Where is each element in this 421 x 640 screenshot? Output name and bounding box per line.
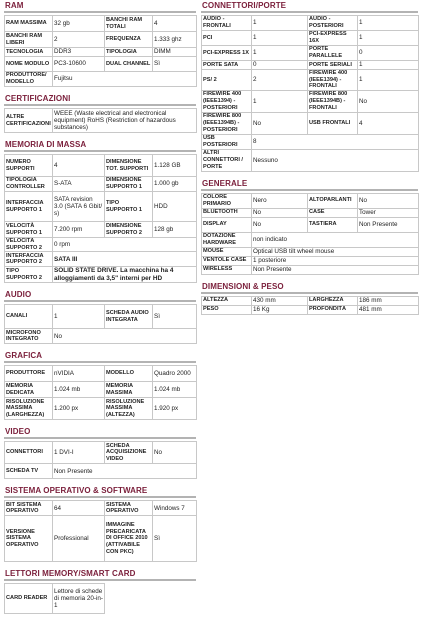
spec-value: No bbox=[358, 90, 419, 112]
spec-row bbox=[5, 501, 197, 516]
spec-value: 16 Kg bbox=[252, 305, 308, 314]
spec-row bbox=[5, 192, 197, 222]
spec-label: ALTEZZA bbox=[202, 296, 252, 305]
spec-row bbox=[202, 247, 419, 256]
spec-row bbox=[5, 16, 197, 32]
spec-value: No bbox=[153, 442, 197, 464]
spec-label: PORTE SATA bbox=[202, 61, 252, 70]
spec-value: 1 bbox=[252, 46, 308, 61]
spec-label: USB FRONTALI bbox=[308, 112, 358, 134]
spec-label: DIMENSIONE TOT. SUPPORTI bbox=[105, 155, 153, 177]
spec-value: S-ATA bbox=[53, 177, 105, 192]
spec-row bbox=[202, 265, 419, 274]
spec-row bbox=[5, 329, 197, 344]
spec-label: MEMORIA MASSIMA bbox=[105, 382, 153, 398]
spec-value: No bbox=[252, 217, 308, 232]
spec-value: DIMM bbox=[153, 48, 197, 57]
spec-row bbox=[5, 366, 197, 382]
spec-label: VELOCITÀ SUPPORTO 2 bbox=[5, 238, 53, 252]
spec-value: WEEE (Waste electrical and electronical equipment) RoHS (Restriction of hazardous substances) bbox=[53, 109, 197, 133]
spec-value: Quadro 2000 bbox=[153, 366, 197, 382]
spec-value: 1.024 mb bbox=[153, 382, 197, 398]
spec-value: Non Presente bbox=[53, 464, 197, 479]
section-certificazioni bbox=[4, 93, 196, 133]
spec-label: PRODUTTORE bbox=[5, 366, 53, 382]
spec-value: 0 bbox=[358, 46, 419, 61]
spec-label: ALTRE CERTIFICAZIONI bbox=[5, 109, 53, 133]
spec-row bbox=[5, 516, 197, 562]
spec-value: Sì bbox=[153, 516, 197, 562]
spec-label: IMMAGINE PRECARICATA DI OFFICE 2010 (ATTIVABILE CON PKC) bbox=[105, 516, 153, 562]
spec-row bbox=[5, 48, 197, 57]
section-title: VIDEO bbox=[4, 426, 196, 439]
section-title: AUDIO bbox=[4, 289, 196, 302]
spec-label: DIMENSIONE SUPPORTO 1 bbox=[105, 177, 153, 192]
spec-label: ALTRI CONNETTORI / PORTE bbox=[202, 149, 252, 171]
section-generale bbox=[201, 178, 418, 275]
spec-row bbox=[202, 90, 419, 112]
spec-label: PRODUTTORE/ MODELLO bbox=[5, 72, 53, 87]
spec-value: 1 DVI-I bbox=[53, 442, 105, 464]
spec-table bbox=[4, 441, 197, 479]
spec-value: 1.333 ghz bbox=[153, 32, 197, 48]
spec-value: Non Presente bbox=[358, 217, 419, 232]
spec-label: DISPLAY bbox=[202, 217, 252, 232]
spec-row bbox=[202, 193, 419, 208]
section-title: CERTIFICAZIONI bbox=[4, 93, 196, 106]
spec-row bbox=[5, 398, 197, 420]
spec-label: RAM MASSIMA bbox=[5, 16, 53, 32]
spec-label: BANCHI RAM LIBERI bbox=[5, 32, 53, 48]
spec-label: CANALI bbox=[5, 305, 53, 329]
spec-label: FIREWIRE 800 (IEEE1394B) - POSTERIORI bbox=[202, 112, 252, 134]
spec-row bbox=[202, 232, 419, 247]
spec-row bbox=[202, 61, 419, 70]
spec-label: WIRELESS bbox=[202, 265, 252, 274]
spec-label: INTERFACCIA SUPPORTO 1 bbox=[5, 192, 53, 222]
spec-row bbox=[5, 238, 197, 252]
spec-value: Windows 7 bbox=[153, 501, 197, 516]
spec-row bbox=[202, 149, 419, 171]
spec-row bbox=[5, 57, 197, 72]
spec-value: 1.200 px bbox=[53, 398, 105, 420]
spec-value: No bbox=[53, 329, 197, 344]
spec-row bbox=[5, 305, 197, 329]
spec-row bbox=[202, 70, 419, 91]
spec-label: MICROFONO INTEGRATO bbox=[5, 329, 53, 344]
left-column bbox=[4, 0, 196, 620]
spec-row bbox=[202, 256, 419, 265]
spec-value: Professional bbox=[53, 516, 105, 562]
spec-value: 481 mm bbox=[358, 305, 419, 314]
spec-value: Optical USB tilt wheel mouse bbox=[252, 247, 419, 256]
spec-row bbox=[202, 296, 419, 305]
spec-value: Non Presente bbox=[252, 265, 419, 274]
spec-label: PCI bbox=[202, 31, 252, 46]
spec-value: SATA revision 3.0 (SATA 6 Gbit/ s) bbox=[53, 192, 105, 222]
spec-value: 4 bbox=[53, 155, 105, 177]
right-column bbox=[201, 0, 418, 321]
spec-label: DUAL CHANNEL bbox=[105, 57, 153, 72]
spec-label: VERSIONE SISTEMA OPERATIVO bbox=[5, 516, 53, 562]
spec-label: TECNOLOGIA bbox=[5, 48, 53, 57]
spec-value: 1 bbox=[53, 305, 105, 329]
spec-value: non indicato bbox=[252, 232, 419, 247]
spec-label: MODELLO bbox=[105, 366, 153, 382]
spec-value: 8 bbox=[252, 134, 419, 149]
spec-value: PC3-10600 bbox=[53, 57, 105, 72]
spec-label: CASE bbox=[308, 208, 358, 217]
spec-value: HDD bbox=[153, 192, 197, 222]
section-title: CONNETTORI/PORTE bbox=[201, 0, 418, 13]
spec-value: SATA III bbox=[53, 252, 197, 267]
spec-label: TIPO SUPPORTO 1 bbox=[105, 192, 153, 222]
spec-value: SOLID STATE DRIVE. La macchina ha 4 alloggiamenti da 3,5" interni per HD bbox=[53, 267, 197, 283]
spec-row bbox=[202, 112, 419, 134]
spec-value: No bbox=[252, 112, 308, 134]
spec-label: PCI-EXPRESS 16X bbox=[308, 31, 358, 46]
spec-label: CARD READER bbox=[5, 584, 53, 614]
section-title: DIMENSIONI & PESO bbox=[201, 281, 418, 294]
spec-row bbox=[202, 305, 419, 314]
spec-label: FIREWIRE 800 (IEEE1394B) - FRONTALI bbox=[308, 90, 358, 112]
spec-table bbox=[4, 304, 197, 344]
spec-value: 2 bbox=[252, 70, 308, 91]
spec-row bbox=[5, 72, 197, 87]
spec-table bbox=[4, 500, 197, 562]
spec-label: NUMERO SUPPORTI bbox=[5, 155, 53, 177]
section-title: LETTORI MEMORY/SMART CARD bbox=[4, 568, 196, 581]
spec-row bbox=[5, 32, 197, 48]
section-title: GENERALE bbox=[201, 178, 418, 191]
spec-label: PS/ 2 bbox=[202, 70, 252, 91]
spec-value: 64 bbox=[53, 501, 105, 516]
spec-row bbox=[5, 109, 197, 133]
section-audio bbox=[4, 289, 196, 344]
spec-row bbox=[202, 46, 419, 61]
spec-value: Sì bbox=[153, 57, 197, 72]
spec-table bbox=[4, 108, 197, 133]
spec-table bbox=[201, 296, 419, 315]
spec-label: FIREWIRE 400 (IEEE1394) - POSTERIORI bbox=[202, 90, 252, 112]
spec-label: COLORE PRIMARIO bbox=[202, 193, 252, 208]
spec-value: 1 posteriore bbox=[252, 256, 419, 265]
spec-value: 32 gb bbox=[53, 16, 105, 32]
spec-value: Tower bbox=[358, 208, 419, 217]
section-video bbox=[4, 426, 196, 479]
section-connettori bbox=[201, 0, 418, 172]
spec-label: TIPOLOGIA CONTROLLER bbox=[5, 177, 53, 192]
spec-label: TASTIERA bbox=[308, 217, 358, 232]
spec-row bbox=[5, 442, 197, 464]
spec-value: 430 mm bbox=[252, 296, 308, 305]
spec-label: FREQUENZA bbox=[105, 32, 153, 48]
spec-value: 4 bbox=[153, 16, 197, 32]
spec-row bbox=[202, 134, 419, 149]
section-title: RAM bbox=[4, 0, 196, 13]
spec-label: PESO bbox=[202, 305, 252, 314]
spec-label: AUDIO - FRONTALI bbox=[202, 16, 252, 31]
spec-label: CONNETTORI bbox=[5, 442, 53, 464]
spec-value: 0 rpm bbox=[53, 238, 197, 252]
spec-label: RISOLUZIONE MASSIMA (ALTEZZA) bbox=[105, 398, 153, 420]
spec-label: PORTE PARALLELE bbox=[308, 46, 358, 61]
spec-row bbox=[5, 267, 197, 283]
spec-value: Nessuno bbox=[252, 149, 419, 171]
spec-value: 4 bbox=[358, 112, 419, 134]
spec-value: 1 bbox=[358, 16, 419, 31]
spec-label: VENTOLE CASE bbox=[202, 256, 252, 265]
spec-value: Sì bbox=[153, 305, 197, 329]
spec-row bbox=[5, 177, 197, 192]
spec-value: 1.000 gb bbox=[153, 177, 197, 192]
spec-label: BANCHI RAM TOTALI bbox=[105, 16, 153, 32]
spec-label: ALTOPARLANTI bbox=[308, 193, 358, 208]
spec-value: Nero bbox=[252, 193, 308, 208]
spec-value: 1 bbox=[358, 61, 419, 70]
spec-label: TIPO SUPPORTO 2 bbox=[5, 267, 53, 283]
spec-table bbox=[201, 15, 419, 172]
section-dimensioni bbox=[201, 281, 418, 315]
spec-row bbox=[202, 16, 419, 31]
spec-value: No bbox=[358, 193, 419, 208]
section-title: SISTEMA OPERATIVO & SOFTWARE bbox=[4, 485, 196, 498]
spec-label: DIMENSIONE SUPPORTO 2 bbox=[105, 222, 153, 238]
spec-value: 186 mm bbox=[358, 296, 419, 305]
spec-value: DDR3 bbox=[53, 48, 105, 57]
spec-label: PCI-EXPRESS 1X bbox=[202, 46, 252, 61]
spec-row bbox=[5, 584, 105, 614]
spec-value: 128 gb bbox=[153, 222, 197, 238]
spec-value: 1.128 GB bbox=[153, 155, 197, 177]
spec-label: SCHEDA ACQUISIZIONE VIDEO bbox=[105, 442, 153, 464]
spec-label: SCHEDA AUDIO INTEGRATA bbox=[105, 305, 153, 329]
spec-label: RISOLUZIONE MASSIMA (LARGHEZZA) bbox=[5, 398, 53, 420]
section-title: MEMORIA DI MASSA bbox=[4, 139, 196, 152]
spec-table bbox=[4, 154, 197, 283]
spec-label: SISTEMA OPERATIVO bbox=[105, 501, 153, 516]
spec-row bbox=[5, 382, 197, 398]
spec-table bbox=[201, 193, 419, 275]
section-ram bbox=[4, 0, 196, 87]
spec-table bbox=[4, 583, 105, 614]
spec-label: BLUETOOTH bbox=[202, 208, 252, 217]
spec-value: nVIDIA bbox=[53, 366, 105, 382]
spec-label: TIPOLOGIA bbox=[105, 48, 153, 57]
spec-row bbox=[5, 464, 197, 479]
spec-row bbox=[5, 222, 197, 238]
spec-value: 1 bbox=[252, 16, 308, 31]
section-sistema bbox=[4, 485, 196, 562]
spec-label: DOTAZIONE HARDWARE bbox=[202, 232, 252, 247]
section-lettori bbox=[4, 568, 196, 614]
spec-label: NOME MODULO bbox=[5, 57, 53, 72]
spec-row bbox=[202, 217, 419, 232]
spec-label: FIREWIRE 400 (IEEE1394) - FRONTALI bbox=[308, 70, 358, 91]
spec-row bbox=[5, 252, 197, 267]
spec-label: LARGHEZZA bbox=[308, 296, 358, 305]
spec-value: No bbox=[252, 208, 308, 217]
section-memoria bbox=[4, 139, 196, 283]
spec-value: 1 bbox=[252, 90, 308, 112]
spec-value: 7.200 rpm bbox=[53, 222, 105, 238]
spec-table bbox=[4, 15, 197, 87]
spec-label: PORTE SERIALI bbox=[308, 61, 358, 70]
spec-value: 1 bbox=[252, 31, 308, 46]
spec-label: VELOCITÀ SUPPORTO 1 bbox=[5, 222, 53, 238]
spec-value: 1.024 mb bbox=[53, 382, 105, 398]
spec-label: BIT SISTEMA OPERATIVO bbox=[5, 501, 53, 516]
spec-value: 1 bbox=[358, 31, 419, 46]
spec-row bbox=[202, 208, 419, 217]
spec-value: Fujitsu bbox=[53, 72, 197, 87]
spec-row bbox=[5, 155, 197, 177]
spec-value: 0 bbox=[252, 61, 308, 70]
spec-value: Lettore di schede di memoria 20-in-1 bbox=[53, 584, 105, 614]
spec-label: INTERFACCIA SUPPORTO 2 bbox=[5, 252, 53, 267]
section-grafica bbox=[4, 350, 196, 420]
spec-table bbox=[4, 365, 197, 420]
spec-value: 2 bbox=[53, 32, 105, 48]
spec-label: MOUSE bbox=[202, 247, 252, 256]
spec-label: PROFONDITÀ bbox=[308, 305, 358, 314]
spec-label: USB POSTERIORI bbox=[202, 134, 252, 149]
section-title: GRAFICA bbox=[4, 350, 196, 363]
spec-value: 1 bbox=[358, 70, 419, 91]
spec-row bbox=[202, 31, 419, 46]
spec-value: 1.920 px bbox=[153, 398, 197, 420]
spec-label: MEMORIA DEDICATA bbox=[5, 382, 53, 398]
spec-label: SCHEDA TV bbox=[5, 464, 53, 479]
spec-label: AUDIO - POSTERIORI bbox=[308, 16, 358, 31]
